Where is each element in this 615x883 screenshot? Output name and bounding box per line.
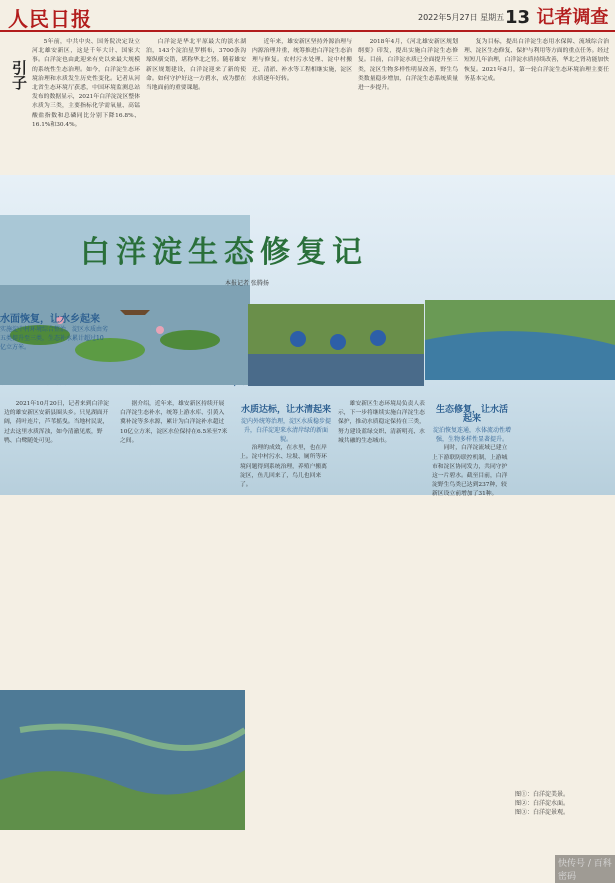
page-header — [0, 0, 615, 32]
body-column-5-text: 同时，白洋淀流域已建立上下游联防联控机制，上游城市和淀区协同发力，共同守护这一片碧水。截至目前，白洋淀野生鸟类已达到237种，较新区设立前增加了31种。 — [432, 445, 508, 498]
watermark: 快传号 / 百科密码 — [555, 855, 615, 883]
sidebar-heading: 水面恢复，让水乡起来 — [0, 314, 100, 325]
body-column-3 — [240, 400, 332, 840]
section-pull-2: 淀泊恢复连通，水体流动性增强，生物多样性显著提升。 — [432, 427, 511, 444]
intro-label: 引子 — [10, 60, 28, 90]
body-column-1-text: 2021年10月20日，记者来到白洋淀边的雄安新区安新县圈头乡。只见湖面开阔，荷叶连片，芦苇摇曳。当地村民说，过去这里水质浑浊，如今清澈见底，野鸭、白鹭随处可见。 — [4, 401, 109, 444]
top-column-3-text: 近年来，雄安新区坚持外源治理与内源治理并重，统筹推进白洋淀生态治理与修复。农村污水处理、淀中村搬迁、清淤、补水等工程相继实施，淀区水质逐年好转。 — [252, 39, 352, 82]
issue-date: 2022年5月27日 星期五 — [418, 13, 505, 22]
top-column-2 — [146, 38, 246, 172]
body-column-3-text: 治理的成效，在水里，也在岸上。淀中村污水、垃圾、厕所等环境问题得到系统治理，养殖户搬离淀区，鱼儿回来了，鸟儿也回来了。 — [240, 445, 327, 489]
article-byline: 本报记者 张腾扬 — [225, 280, 269, 287]
top-column-1-text: 5年前，中共中央、国务院决定设立河北雄安新区，这是千年大计、国家大事。白洋淀也由此迎来有史以来最大规模的系统性生态治理。如今，白洋淀生态环境治理和水质发生历史性变化。记者从河北省生态环境厅获悉，中国环境监测总站发布的数据显示，2021年白洋淀淀区整体水质为三类，主要指标化学需氧量、高锰酸盐指数和总磷同比分别下降16.8%、16.1%和30.4%。 — [32, 39, 140, 128]
wetland-photo — [425, 300, 615, 380]
top-column-1 — [32, 38, 140, 172]
masthead: 人民日报 — [8, 7, 92, 31]
page-number — [505, 3, 608, 29]
article-title: 白洋淀生态修复记 — [80, 235, 368, 270]
body-column-1 — [4, 400, 114, 686]
section-heading-2: 生态修复，让水活起来 — [435, 405, 508, 425]
photo-credit: 图①：白洋淀美景。 图②：白洋淀水面。 图③：白洋淀景观。 — [515, 791, 570, 816]
top-column-5-text: 复为目标，提出白洋淀生态用水保障、流域综合治理、淀区生态修复、保护与利用等方面的重点任务。经过短短几年治理，白洋淀水质持续改善，华北之肾功能加快恢复。2021年8月，第一轮白洋淀生态环境治理主要任务基本完成。 — [464, 39, 609, 82]
section-heading-1: 水质达标，让水清起来 — [240, 405, 331, 415]
top-column-5 — [464, 38, 609, 172]
top-column-2-text: 白洋淀是华北平原最大的淡水湖泊，143个淀泊星罗棋布，3700条沟壕纵横交错，堪称华北之肾。随着雄安新区规划建设，白洋淀迎来了新的使命。如何守护好这一方碧水，成为摆在当地面前的重要课题。 — [146, 39, 246, 92]
body-column-2 — [120, 400, 230, 686]
top-column-3 — [252, 38, 352, 172]
page-number-value: 13 — [505, 7, 531, 28]
workers-photo — [248, 304, 424, 386]
section-name: 记者调查 — [536, 7, 609, 28]
aerial-photo — [0, 690, 245, 830]
top-column-4 — [358, 38, 458, 172]
body-column-2-text: 据介绍，近年来，雄安新区持续开展白洋淀生态补水，统筹上游水库、引黄入冀补淀等多水源，累计为白洋淀补水超过10亿立方米，淀区水位保持在6.5米至7米之间。 — [120, 401, 228, 444]
body-column-5 — [432, 400, 512, 840]
top-column-4-text: 2018年4月，《河北雄安新区规划纲要》印发，提出实施白洋淀生态修复。目前，白洋淀水质已全面提升至三类，淀区生物多样性明显改善，野生鸟类数量稳步增加，白洋淀生态系统质量进一步提升。 — [358, 39, 458, 92]
sidebar-text: 实施淀中村环境综合整治，淀区水质由劣五类提升至三类，生态补水累计超过10亿立方米。 — [0, 326, 109, 351]
body-column-4-text: 雄安新区生态环境局负责人表示，下一步将继续实施白洋淀生态保护，推动水质稳定保持在三类，努力建设蓝绿交织、清新明亮、水城共融的生态城市。 — [338, 401, 425, 444]
section-pull-1: 淀内外统筹治理，淀区水质稳步提升，白洋淀迎来水清岸绿的新面貌。 — [240, 418, 331, 444]
body-column-4 — [338, 400, 428, 840]
sidebar-box — [0, 310, 108, 390]
